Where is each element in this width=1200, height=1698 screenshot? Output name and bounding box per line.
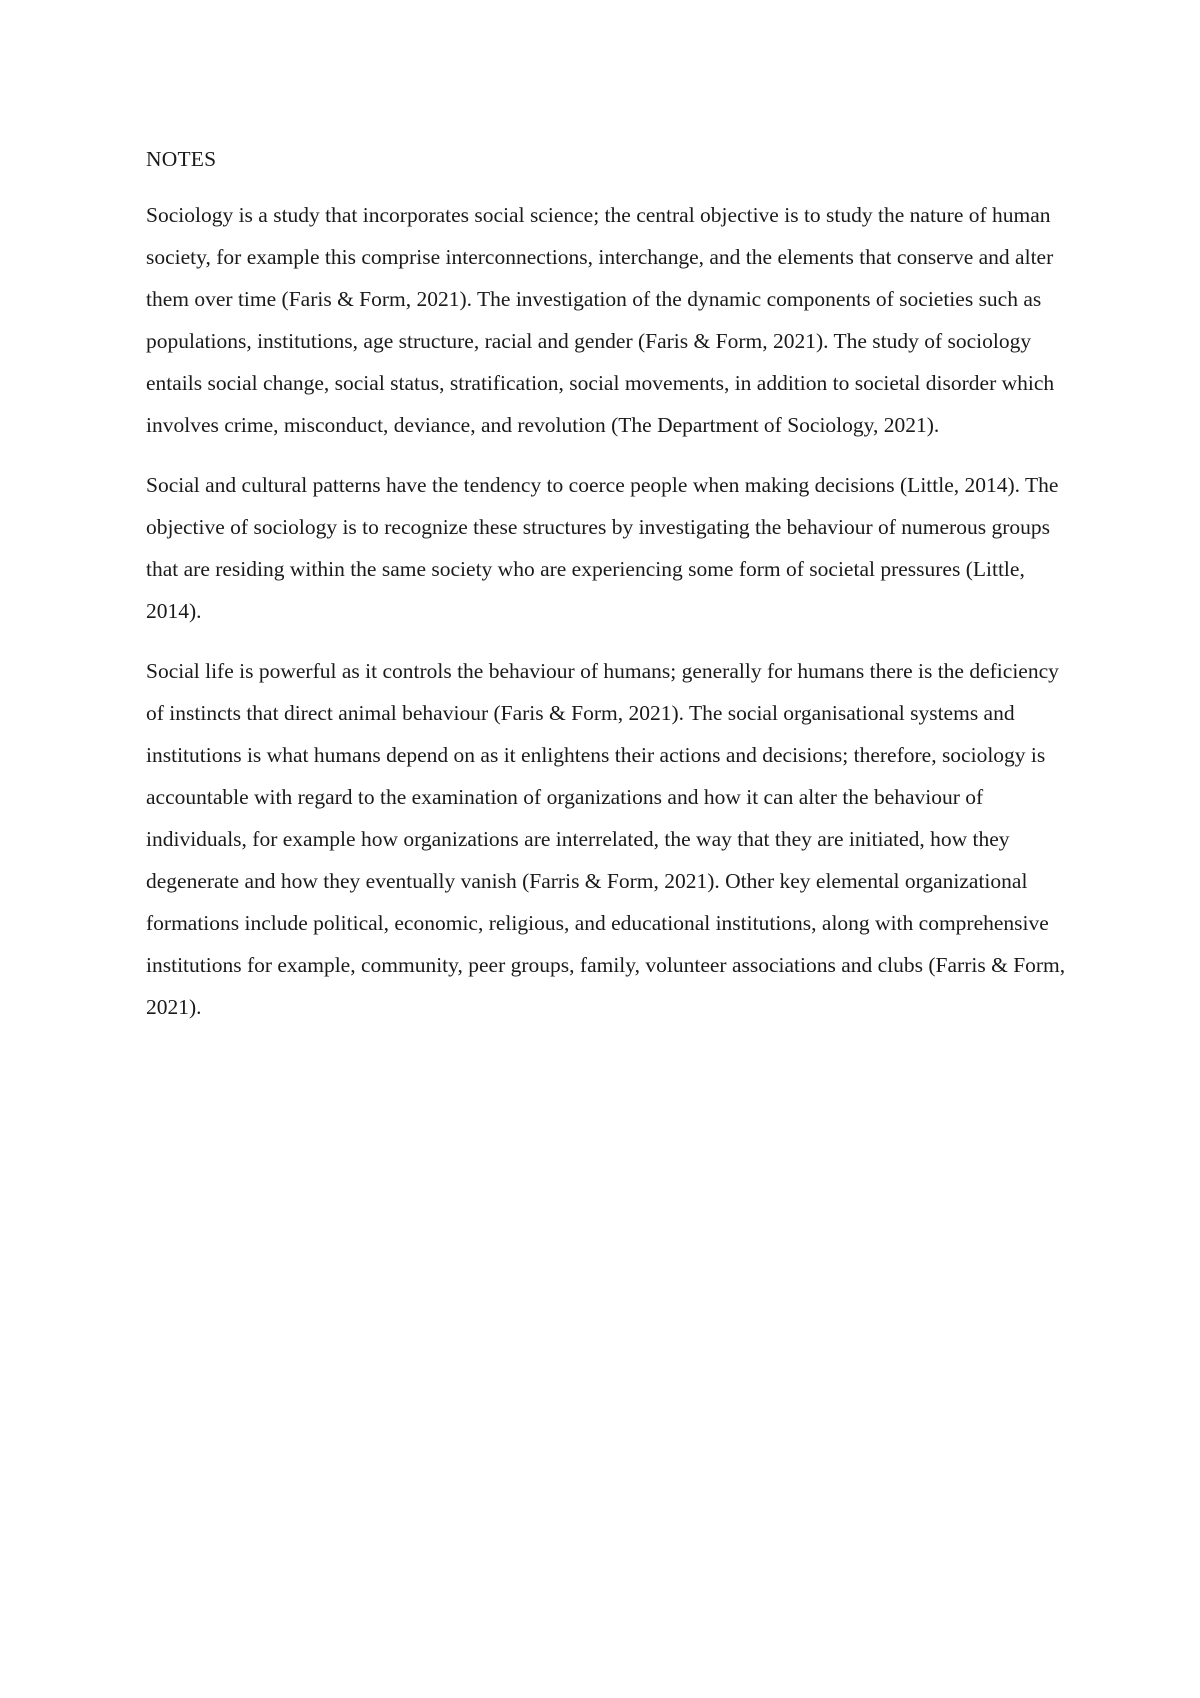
page-title: NOTES	[146, 147, 217, 171]
paragraph-3: Social life is powerful as it controls the behaviour of humans; generally for humans there is the deficiency of instincts that direct animal behaviour (Faris & Form, 2021). The social organisational systems and institutions is what humans depend on as it enlightens their actions and decisions; therefore, sociology is accountable with regard to the examination of organizations and how it can alter the behaviour of individuals, for example how organizations are interrelated, the way that they are initiated, how they degenerate and how they eventually vanish (Farris & Form, 2021). Other key elemental organizational formations include political, economic, religious, and educational institutions, along with comprehensive institutions for example, community, peer groups, family, volunteer associations and clubs (Farris & Form, 2021).	[146, 659, 1066, 1019]
paragraph-1: Sociology is a study that incorporates social science; the central objective is to study the nature of human society, for example this comprise interconnections, interchange, and the elements that conserve and alter them over time (Faris & Form, 2021). The investigation of the dynamic components of societies such as populations, institutions, age structure, racial and gender (Faris & Form, 2021). The study of sociology entails social change, social status, stratification, social movements, in addition to societal disorder which involves crime, misconduct, deviance, and revolution (The Department of Sociology, 2021).	[146, 203, 1055, 437]
paragraph-2: Social and cultural patterns have the tendency to coerce people when making decisions (Little, 2014). The objective of sociology is to recognize these structures by investigating the behaviour of numerous groups that are residing within the same society who are experiencing some form of societal pressures (Little, 2014).	[146, 473, 1059, 623]
document-body	[146, 144, 1066, 1046]
